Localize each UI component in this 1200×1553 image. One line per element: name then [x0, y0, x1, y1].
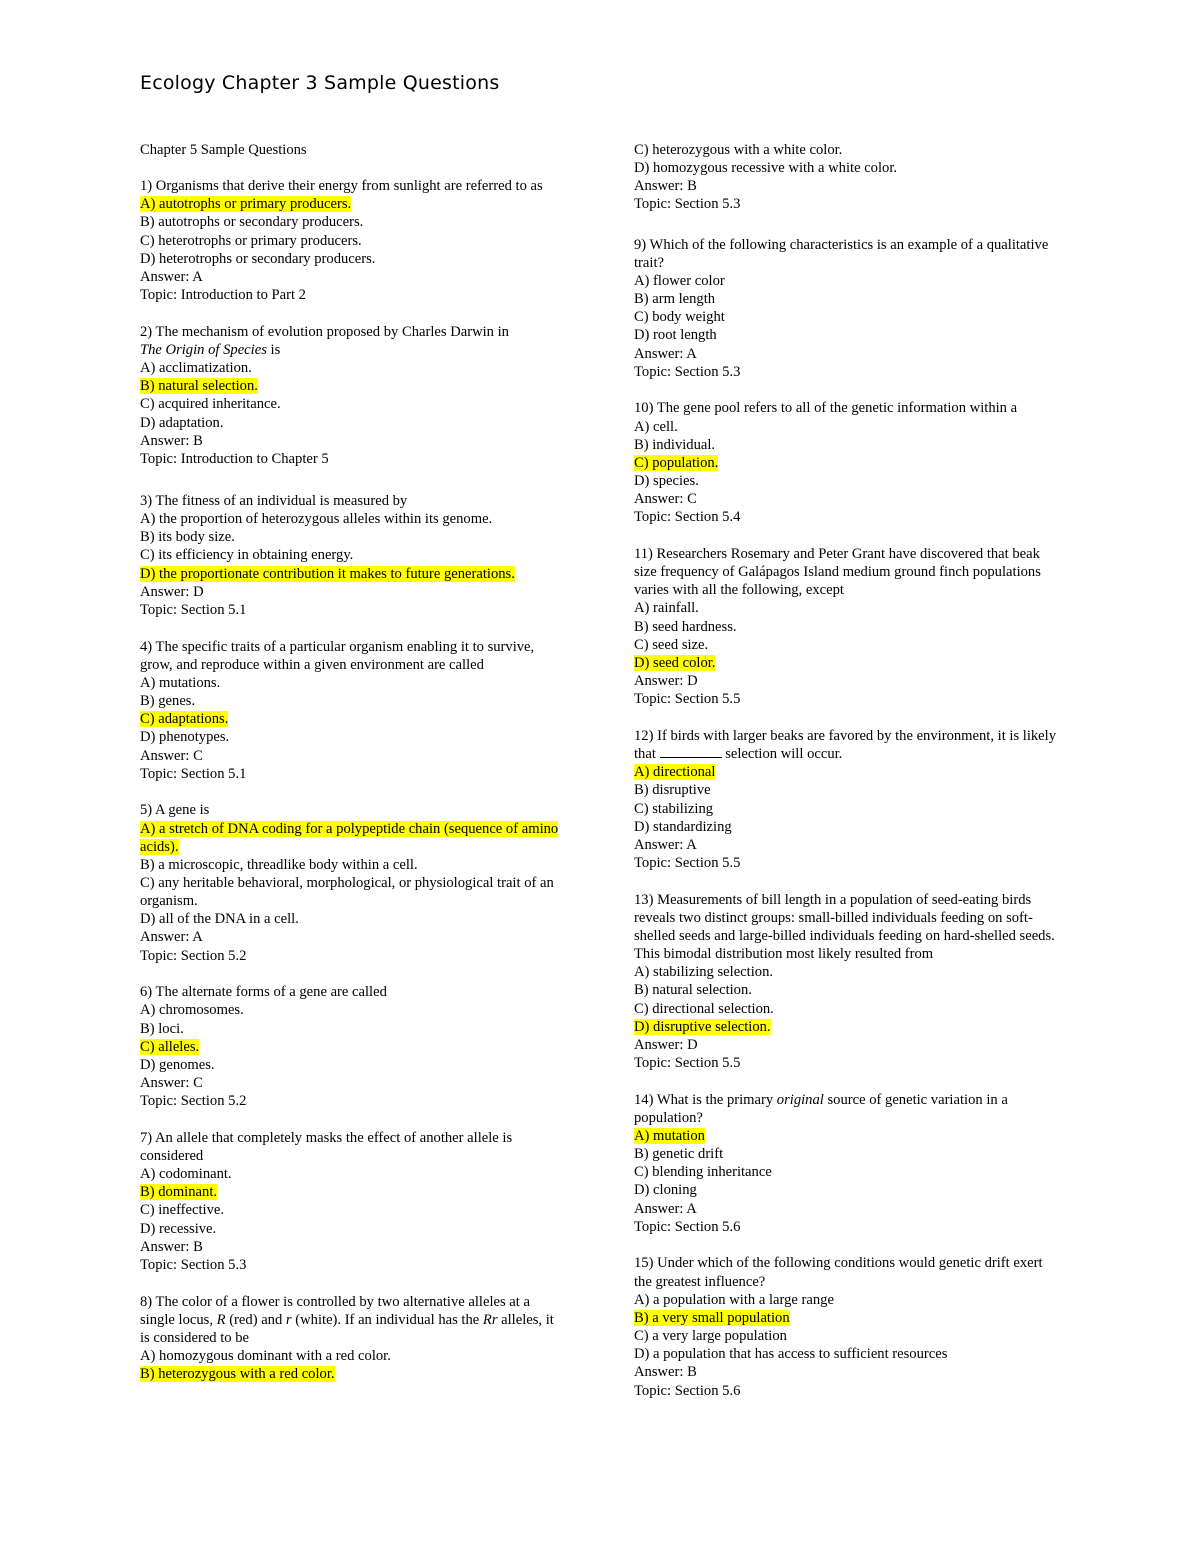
topic: Topic: Section 5.2	[140, 947, 247, 964]
option: D) root length	[634, 327, 717, 344]
correct-option: B) dominant.	[140, 1184, 218, 1201]
topic: Topic: Introduction to Chapter 5	[140, 450, 329, 467]
correct-option: D) disruptive selection.	[634, 1018, 771, 1035]
option: D) a population that has access to sufficient resources	[634, 1346, 948, 1363]
answer: Answer: A	[634, 1200, 697, 1217]
answer: Answer: C	[140, 747, 203, 764]
question-8-continued	[634, 141, 1062, 214]
option: B) disruptive	[634, 782, 711, 799]
topic: Topic: Section 5.5	[634, 1055, 741, 1072]
question-stem: 15) Under which of the following conditions would genetic drift exert the greatest influence?	[634, 1255, 1043, 1290]
question-10	[634, 399, 1062, 526]
question-stem: 11) Researchers Rosemary and Peter Grant have discovered that beak size frequency of Galápagos Island medium ground finch populations varies with all the following, except	[634, 545, 1041, 599]
question-6	[140, 983, 565, 1110]
option: A) cell.	[634, 418, 678, 435]
question-13	[634, 891, 1062, 1073]
option: A) a population with a large range	[634, 1291, 834, 1308]
option: A) stabilizing selection.	[634, 964, 774, 981]
correct-option: D) seed color.	[634, 654, 716, 671]
option: A) acclimatization.	[140, 360, 252, 377]
question-stem: 6) The alternate forms of a gene are called	[140, 984, 387, 1001]
question-1	[140, 177, 565, 304]
option: C) its efficiency in obtaining energy.	[140, 547, 354, 564]
correct-option: C) adaptations.	[140, 711, 229, 728]
question-stem: 3) The fitness of an individual is measured by	[140, 493, 408, 509]
correct-option: A) mutation	[634, 1128, 705, 1144]
topic: Topic: Section 5.2	[140, 1093, 247, 1110]
question-9	[634, 236, 1062, 381]
topic: Topic: Section 5.3	[634, 363, 741, 380]
option: B) arm length	[634, 291, 716, 308]
option: B) genes.	[140, 693, 196, 710]
topic: Topic: Section 5.6	[634, 1218, 741, 1235]
option: D) cloning	[634, 1182, 697, 1199]
correct-option: B) heterozygous with a red color.	[140, 1366, 335, 1383]
option: C) seed size.	[634, 636, 709, 653]
option: A) flower color	[634, 272, 725, 289]
topic: Topic: Section 5.5	[634, 691, 741, 708]
option: C) blending inheritance	[634, 1164, 772, 1181]
option: D) adaptation.	[140, 414, 224, 431]
question-stem: 2) The mechanism of evolution proposed by Charles Darwin in The Origin of Species is	[140, 323, 509, 358]
option: A) the proportion of heterozygous alleles within its genome.	[140, 511, 493, 528]
question-stem: 14) What is the primary original source of genetic variation in a population?	[634, 1091, 1008, 1126]
question-15	[634, 1254, 1062, 1399]
option: C) body weight	[634, 309, 725, 326]
question-stem: 9) Which of the following characteristics is an example of a qualitative trait?	[634, 236, 1049, 271]
option: C) a very large population	[634, 1328, 787, 1345]
correct-option: B) a very small population	[634, 1309, 790, 1326]
option: A) codominant.	[140, 1166, 232, 1183]
answer: Answer: D	[140, 583, 204, 600]
answer: Answer: D	[634, 673, 698, 690]
correct-option: A) autotrophs or primary producers.	[140, 196, 352, 213]
option: B) its body size.	[140, 529, 235, 546]
page-title: Ecology Chapter 3 Sample Questions	[140, 72, 500, 94]
question-12	[634, 727, 1062, 872]
correct-option: B) natural selection.	[140, 378, 258, 395]
question-3	[140, 492, 565, 619]
topic: Topic: Section 5.3	[140, 1256, 247, 1273]
left-column	[140, 141, 565, 1402]
question-stem: 13) Measurements of bill length in a population of seed-eating birds reveals two distinct groups: small-billed individuals feeding on soft-shelled seeds and large-billed individuals feeding on hard-shelled seeds. This bimodal distribution most likely resulted from	[634, 891, 1055, 963]
topic: Topic: Section 5.6	[634, 1382, 741, 1399]
answer: Answer: C	[634, 491, 697, 508]
correct-option: A) a stretch of DNA coding for a polypeptide chain (sequence of amino acids).	[140, 820, 559, 855]
question-stem: 4) The specific traits of a particular organism enabling it to survive, grow, and reproduce within a given environment are called	[140, 638, 535, 673]
option: B) natural selection.	[634, 982, 752, 999]
option: A) chromosomes.	[140, 1002, 244, 1019]
answer: Answer: B	[634, 1364, 697, 1381]
question-5	[140, 801, 565, 964]
option: D) standardizing	[634, 818, 732, 835]
correct-option: D) the proportionate contribution it makes to future generations.	[140, 565, 515, 582]
right-column	[634, 141, 1062, 1418]
answer: Answer: D	[634, 1036, 698, 1053]
correct-option: C) alleles.	[140, 1038, 200, 1055]
option: D) recessive.	[140, 1220, 217, 1237]
question-4	[140, 638, 565, 783]
topic: Topic: Introduction to Part 2	[140, 287, 306, 304]
option: B) genetic drift	[634, 1146, 724, 1163]
answer: Answer: C	[140, 1075, 203, 1092]
answer: Answer: A	[634, 836, 697, 853]
option: A) rainfall.	[634, 600, 699, 617]
answer: Answer: A	[140, 929, 203, 946]
option: B) autotrophs or secondary producers.	[140, 214, 364, 231]
option: A) mutations.	[140, 674, 221, 691]
question-stem: 8) The color of a flower is controlled by two alternative alleles at a single locus, R (red) and r (white). If an individual has the Rr alleles, it is considered to be	[140, 1293, 554, 1346]
option: B) individual.	[634, 436, 716, 453]
option: D) species.	[634, 473, 699, 489]
option: C) directional selection.	[634, 1000, 774, 1017]
question-stem: 12) If birds with larger beaks are favored by the environment, it is likely that selection will occur.	[634, 727, 1057, 763]
option: C) acquired inheritance.	[140, 396, 281, 413]
option: D) all of the DNA in a cell.	[140, 911, 299, 928]
option: C) stabilizing	[634, 800, 714, 817]
question-7	[140, 1129, 565, 1274]
option: C) heterotrophs or primary producers.	[140, 232, 362, 249]
topic: Topic: Section 5.1	[140, 601, 247, 618]
option: A) homozygous dominant with a red color.	[140, 1348, 391, 1365]
question-stem: 5) A gene is	[140, 802, 210, 819]
option: D) homozygous recessive with a white color.	[634, 160, 898, 177]
section-heading: Chapter 5 Sample Questions	[140, 142, 307, 158]
topic: Topic: Section 5.4	[634, 509, 741, 526]
option: C) ineffective.	[140, 1202, 225, 1219]
correct-option: A) directional	[634, 764, 716, 781]
correct-option: C) population.	[634, 454, 719, 471]
fill-in-blank	[660, 745, 722, 758]
option: B) seed hardness.	[634, 618, 737, 635]
option: C) heterozygous with a white color.	[634, 142, 843, 158]
option: D) heterotrophs or secondary producers.	[140, 250, 376, 267]
option: D) genomes.	[140, 1056, 215, 1073]
option: B) loci.	[140, 1020, 184, 1037]
answer: Answer: A	[140, 268, 203, 285]
topic: Topic: Section 5.1	[140, 765, 247, 782]
question-2	[140, 323, 565, 468]
answer: Answer: B	[140, 432, 203, 449]
option: C) any heritable behavioral, morphological, or physiological trait of an organism.	[140, 874, 554, 910]
book-title: The Origin of Species	[140, 341, 267, 358]
option: B) a microscopic, threadlike body within a cell.	[140, 856, 418, 873]
question-stem: 10) The gene pool refers to all of the genetic information within a	[634, 400, 1018, 417]
topic: Topic: Section 5.5	[634, 854, 741, 871]
answer: Answer: B	[140, 1238, 203, 1255]
question-14	[634, 1091, 1062, 1236]
topic: Topic: Section 5.3	[634, 196, 741, 213]
question-stem: 7) An allele that completely masks the effect of another allele is considered	[140, 1129, 513, 1164]
question-stem: 1) Organisms that derive their energy from sunlight are referred to as	[140, 178, 543, 195]
answer: Answer: A	[634, 345, 697, 362]
question-8	[140, 1293, 565, 1384]
option: D) phenotypes.	[140, 729, 230, 746]
answer: Answer: B	[634, 178, 697, 195]
question-11	[634, 545, 1062, 708]
